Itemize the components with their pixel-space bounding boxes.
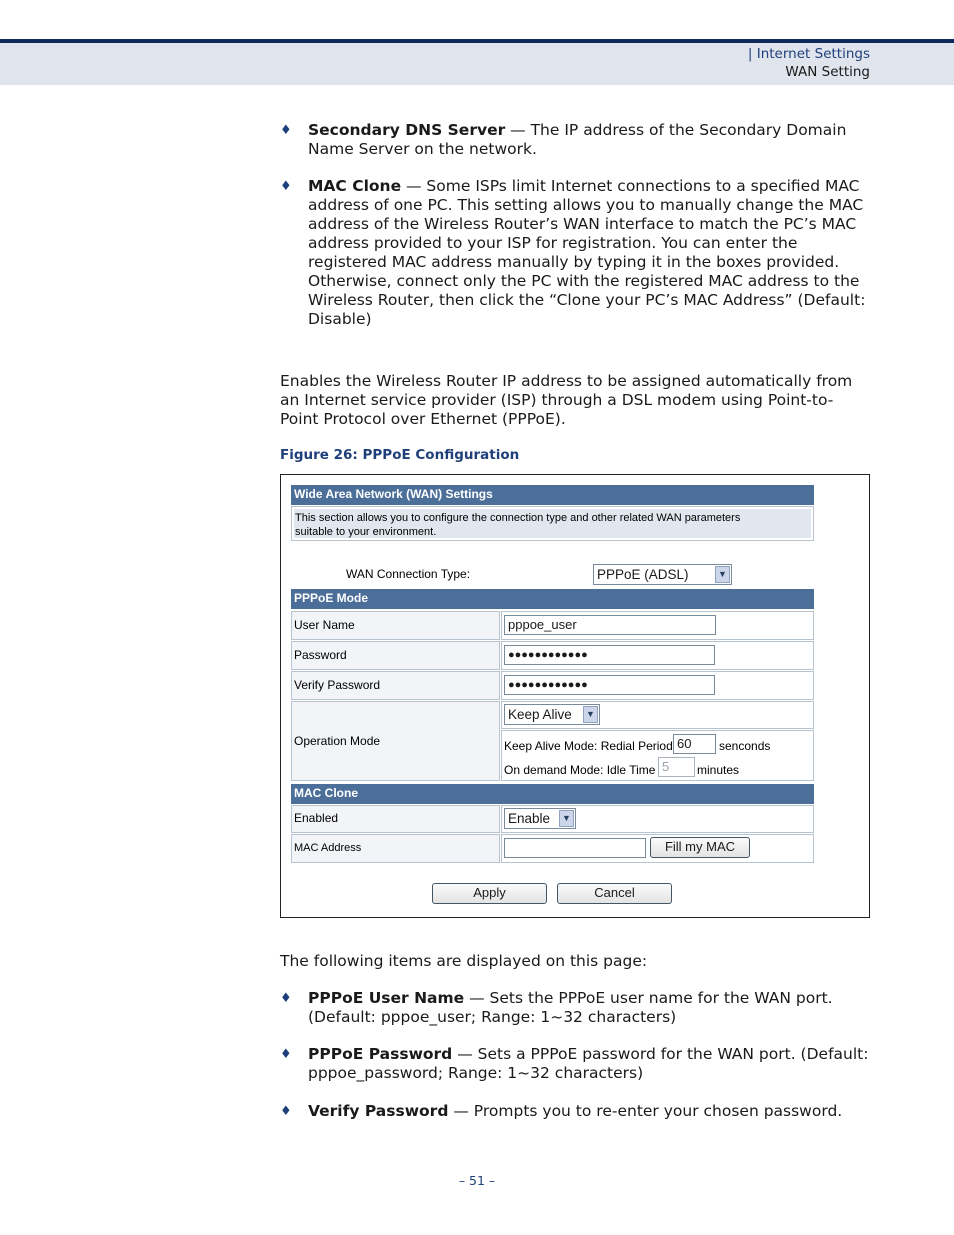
redial-period-input[interactable]: 60	[673, 734, 716, 754]
on-demand-unit: minutes	[697, 763, 740, 777]
wan-connection-type-label: WAN Connection Type:	[346, 567, 471, 581]
diamond-bullet-icon: ♦	[280, 179, 292, 194]
bullet-desc: — Some ISPs limit Internet connections to a specified MAC address of one PC. This setting allows you to manually change the MAC address of the Wireless Router’s WAN interface to match the PC’s MAC address provided to your ISP for registration. You can enter the registered MAC address manually by typing it in the boxes provided. Otherwise, connect only the PC with the registered MAC address to the Wireless Router, then click the “Clone your PC’s MAC Address” (Default: Disable)	[308, 177, 866, 328]
header-subsection: WAN Setting	[785, 64, 870, 80]
cancel-button[interactable]: Cancel	[557, 883, 672, 904]
wan-desc-text	[295, 511, 740, 539]
password-input[interactable]: ●●●●●●●●●●●●	[504, 645, 715, 665]
bullet-desc: — Prompts you to re-enter your chosen password.	[448, 1102, 843, 1120]
apply-button[interactable]: Apply	[432, 883, 547, 904]
operation-mode-select[interactable]	[504, 704, 600, 725]
select-value: Enable	[508, 811, 551, 826]
wan-desc-line: suitable to your environment.	[295, 526, 437, 538]
wan-desc-line: This section allows you to configure the connection type and other related WAN parameters	[295, 512, 741, 524]
keep-alive-label: Keep Alive Mode: Redial Period	[504, 739, 673, 753]
diamond-bullet-icon: ♦	[280, 1047, 292, 1062]
user-name-input[interactable]: pppoe_user	[504, 615, 716, 635]
intro-paragraph: Enables the Wireless Router IP address to be assigned automatically from an Internet service provider (ISP) through a DSL modem using Point-to-Point Protocol over Ethernet (PPPoE).	[280, 372, 853, 428]
list-intro: The following items are displayed on this page:	[280, 952, 648, 970]
bullet-mac-clone	[280, 177, 870, 329]
page-number: – 51 –	[458, 1173, 496, 1188]
bullet-term: MAC Clone	[308, 177, 402, 195]
bullet-verify-password	[280, 1102, 870, 1121]
bullet-desc: — Sets a PPPoE password for the WAN port. (Default: pppoe_password; Range: 1~32 characters)	[308, 1045, 869, 1082]
pppoe-mode-title: PPPoE Mode	[291, 589, 814, 609]
enabled-label: Enabled	[294, 811, 339, 825]
user-name-label: User Name	[294, 618, 355, 632]
diamond-bullet-icon: ♦	[280, 1104, 292, 1119]
mac-clone-title: MAC Clone	[291, 784, 814, 804]
bullet-term: PPPoE User Name	[308, 989, 465, 1007]
verify-password-label: Verify Password	[294, 678, 381, 692]
mac-clone-enable-select[interactable]	[504, 808, 576, 829]
idle-time-input[interactable]: 5	[658, 757, 695, 777]
wan-settings-title: Wide Area Network (WAN) Settings	[291, 485, 814, 505]
bullet-term: PPPoE Password	[308, 1045, 453, 1063]
header-section: | Internet Settings	[747, 46, 870, 62]
select-value: PPPoE (ADSL)	[597, 567, 689, 582]
figure-caption: Figure 26: PPPoE Configuration	[280, 447, 520, 463]
bullet-desc: — Sets the PPPoE user name for the WAN port. (Default: pppoe_user; Range: 1~32 characters)	[308, 989, 833, 1026]
chevron-down-icon[interactable]: ▼	[559, 810, 574, 827]
diamond-bullet-icon: ♦	[280, 991, 292, 1006]
diamond-bullet-icon: ♦	[280, 123, 292, 138]
on-demand-label: On demand Mode: Idle Time	[504, 763, 656, 777]
bullet-desc: — The IP address of the Secondary Domain Name Server on the network.	[308, 121, 847, 158]
password-label: Password	[294, 648, 347, 662]
chevron-down-icon[interactable]: ▼	[715, 566, 730, 583]
wan-connection-type-select[interactable]	[593, 564, 732, 585]
mac-address-input[interactable]	[504, 838, 646, 858]
figure-pppoe-configuration	[280, 474, 870, 918]
bullet-secondary-dns	[280, 121, 870, 159]
verify-password-input[interactable]: ●●●●●●●●●●●●	[504, 675, 715, 695]
bullet-pppoe-password	[280, 1045, 870, 1083]
bullet-term: Secondary DNS Server	[308, 121, 506, 139]
bullet-pppoe-user-name	[280, 989, 870, 1027]
chevron-down-icon[interactable]: ▼	[583, 706, 598, 723]
keep-alive-unit: senconds	[719, 739, 771, 753]
select-value: Keep Alive	[508, 707, 572, 722]
wan-desc-box	[291, 506, 814, 541]
fill-my-mac-button[interactable]: Fill my MAC	[650, 837, 750, 858]
operation-mode-label: Operation Mode	[294, 734, 381, 748]
bullet-term: Verify Password	[308, 1102, 449, 1120]
mac-address-label: MAC Address	[294, 842, 362, 854]
